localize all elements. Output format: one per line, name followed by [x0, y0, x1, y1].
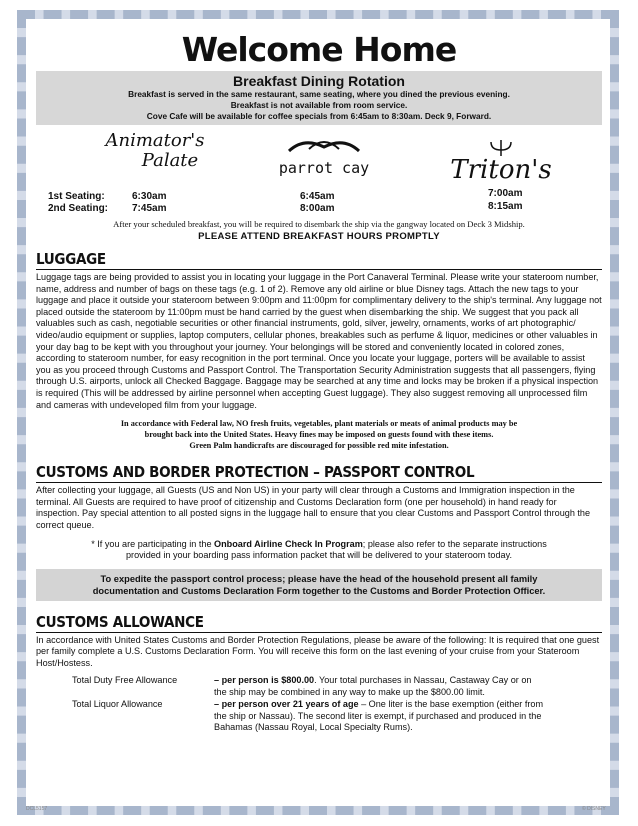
logo-text: parrot cay [278, 159, 370, 177]
palm-leaves-icon [284, 133, 364, 155]
form-code: DCL5157 [26, 806, 48, 812]
luggage-text: Luggage tags are being provided to assist you in locating your luggage in the Port Canaveral Terminal. Please write your stateroom number, name, address and number of bags on these tags (e.g. 1 of 2). Remove any old airline or blue Disney tags. Attach the new tags to your luggage and place it outside your stateroom between 9:00pm and 11:00pm for complimentary delivery to the ship's terminal. Any luggage not placed outside the stateroom by 11:00pm must be hand carried by the guest when disembarking the ship. We suggest that you pack all valuables such as cash, negotiable securities or other financial instruments, gold, silver, jewelry, ornaments, works of art photographic/ video/audio equipment or supplies, laptop computers, cellular phones, breakables such as perfume & liquor, medicines or other valuables in your day bag to be kept with you throughout your journey. Your belongings will be stored and conveniently located in colored zones, according to stateroom number, for easy recognition in the port terminal. Once you locate your luggage, porters will be available to assist you as you proceed through Customs and Passport Control. The Transportation Security Administration suggests that all passengers, flying through U.S. airports, unlock all Checked Baggage. Baggage may be searched at any time and locks may be broken if a physical inspection is required (This will be addressed by airline personnel when accepting Guest luggage). They also suggest removing all unprocessed film and cameras with undeveloped film from your luggage. [36, 272, 602, 410]
liquor-value [214, 699, 544, 733]
allowance-heading: CUSTOMS ALLOWANCE [36, 613, 602, 633]
seating-time: 8:15am [488, 201, 523, 212]
tritons-logo [446, 133, 556, 185]
logo-text: Animator's [105, 130, 205, 151]
breakfast-subtitle: Breakfast Dining Rotation [233, 73, 405, 89]
first-seating-label: 1st Seating: [48, 191, 105, 202]
logo-text: Triton's [450, 155, 552, 185]
allowance-text: In accordance with United States Customs and Border Protection Regulations, please be aware of the following: It is required that one guest per family complete a U.S. Customs Declaration Form. You will receive this form on the last evening of your cruise from your Stateroom Host/Hostess. [36, 634, 600, 668]
note-line: brought back into the United States. Heavy fines may be imposed on guests found with these items. [144, 430, 494, 440]
seating-times [36, 188, 602, 217]
allowance-table [36, 675, 602, 733]
agriculture-note [36, 418, 602, 451]
animators-palate-logo [100, 131, 210, 171]
copyright: © DISNEY [582, 806, 606, 812]
seating-time: 7:00am [488, 188, 523, 199]
breakfast-prompt: PLEASE ATTEND BREAKFAST HOURS PROMPTLY [198, 231, 440, 242]
second-seating-label: 2nd Seating: [48, 203, 109, 214]
document-body [36, 26, 602, 733]
seating-time: 6:45am [300, 191, 335, 202]
note-line: provided in your boarding pass information packet that will be delivered to your stateroom today. [125, 550, 513, 560]
note-text: ; please also refer to the separate instructions [362, 538, 547, 549]
airline-checkin-note [36, 539, 602, 562]
box-line: To expedite the passport control process; please have the head of the household present all family [100, 573, 538, 584]
seating-time: 6:30am [132, 191, 167, 202]
duty-amount: – per person is $800.00 [214, 675, 315, 686]
liquor-detail: – One liter is the base exemption (either from the ship or Nassau). The second liter is exempt, if purchased and produced in the Bahamas (Nassau Royal, Local Specialty Rums). [214, 699, 544, 732]
box-line: documentation and Customs Declaration Form together to the Customs and Border Protection Officer. [92, 585, 546, 596]
disembark-note: After your scheduled breakfast, you will be required to disembark the ship via the gangway located on Deck 3 Midship. [113, 219, 525, 229]
note-line: In accordance with Federal law, NO fresh fruits, vegetables, plant materials or meats of animal products may be [120, 419, 518, 429]
breakfast-line: Cove Cafe will be available for coffee specials from 6:45am to 8:30am. Deck 9, Forward. [146, 111, 492, 121]
breakfast-banner [36, 71, 602, 125]
passport-box [36, 569, 602, 601]
note-line: Green Palm handicrafts are discouraged for possible red mite infestation. [189, 441, 449, 451]
parrot-cay-logo [274, 133, 374, 177]
seating-time: 7:45am [132, 203, 167, 214]
customs-text: After collecting your luggage, all Guests (US and Non US) in your party will clear through a Customs and Immigration inspection in the terminal. All Guests are required to have proof of citizenship and Customs Declaration form (one per household) in hand ready for inspection. Pay special attention to all posted signs in the luggage hall to ensure that you clear Customs and Passport Control through the correct queue. [36, 485, 591, 530]
seating-time: 8:00am [300, 203, 335, 214]
logo-text: Palate [141, 150, 199, 171]
liquor-label: Total Liquor Allowance [72, 699, 163, 710]
duty-detail: . Your total purchases in Nassau, Castaway Cay or on the ship may be combined in any way to make up the $800.00 limit. [214, 675, 532, 697]
program-name: Onboard Airline Check In Program [214, 538, 363, 549]
restaurant-logos [36, 129, 602, 191]
breakfast-line: Breakfast is not available from room service. [230, 100, 408, 110]
note-line [36, 539, 602, 551]
customs-heading: CUSTOMS AND BORDER PROTECTION – PASSPORT CONTROL [36, 463, 602, 483]
note-text: * If you are participating in the [91, 538, 215, 549]
luggage-heading: LUGGAGE [36, 250, 602, 270]
page-title: Welcome Home [181, 30, 457, 69]
duty-free-label: Total Duty Free Allowance [72, 675, 178, 686]
liquor-age: – per person over 21 years of age [214, 699, 359, 710]
trident-icon [481, 138, 521, 156]
duty-free-value [214, 675, 544, 698]
breakfast-line: Breakfast is served in the same restaurant, same seating, where you dined the previous evening. [128, 89, 510, 99]
